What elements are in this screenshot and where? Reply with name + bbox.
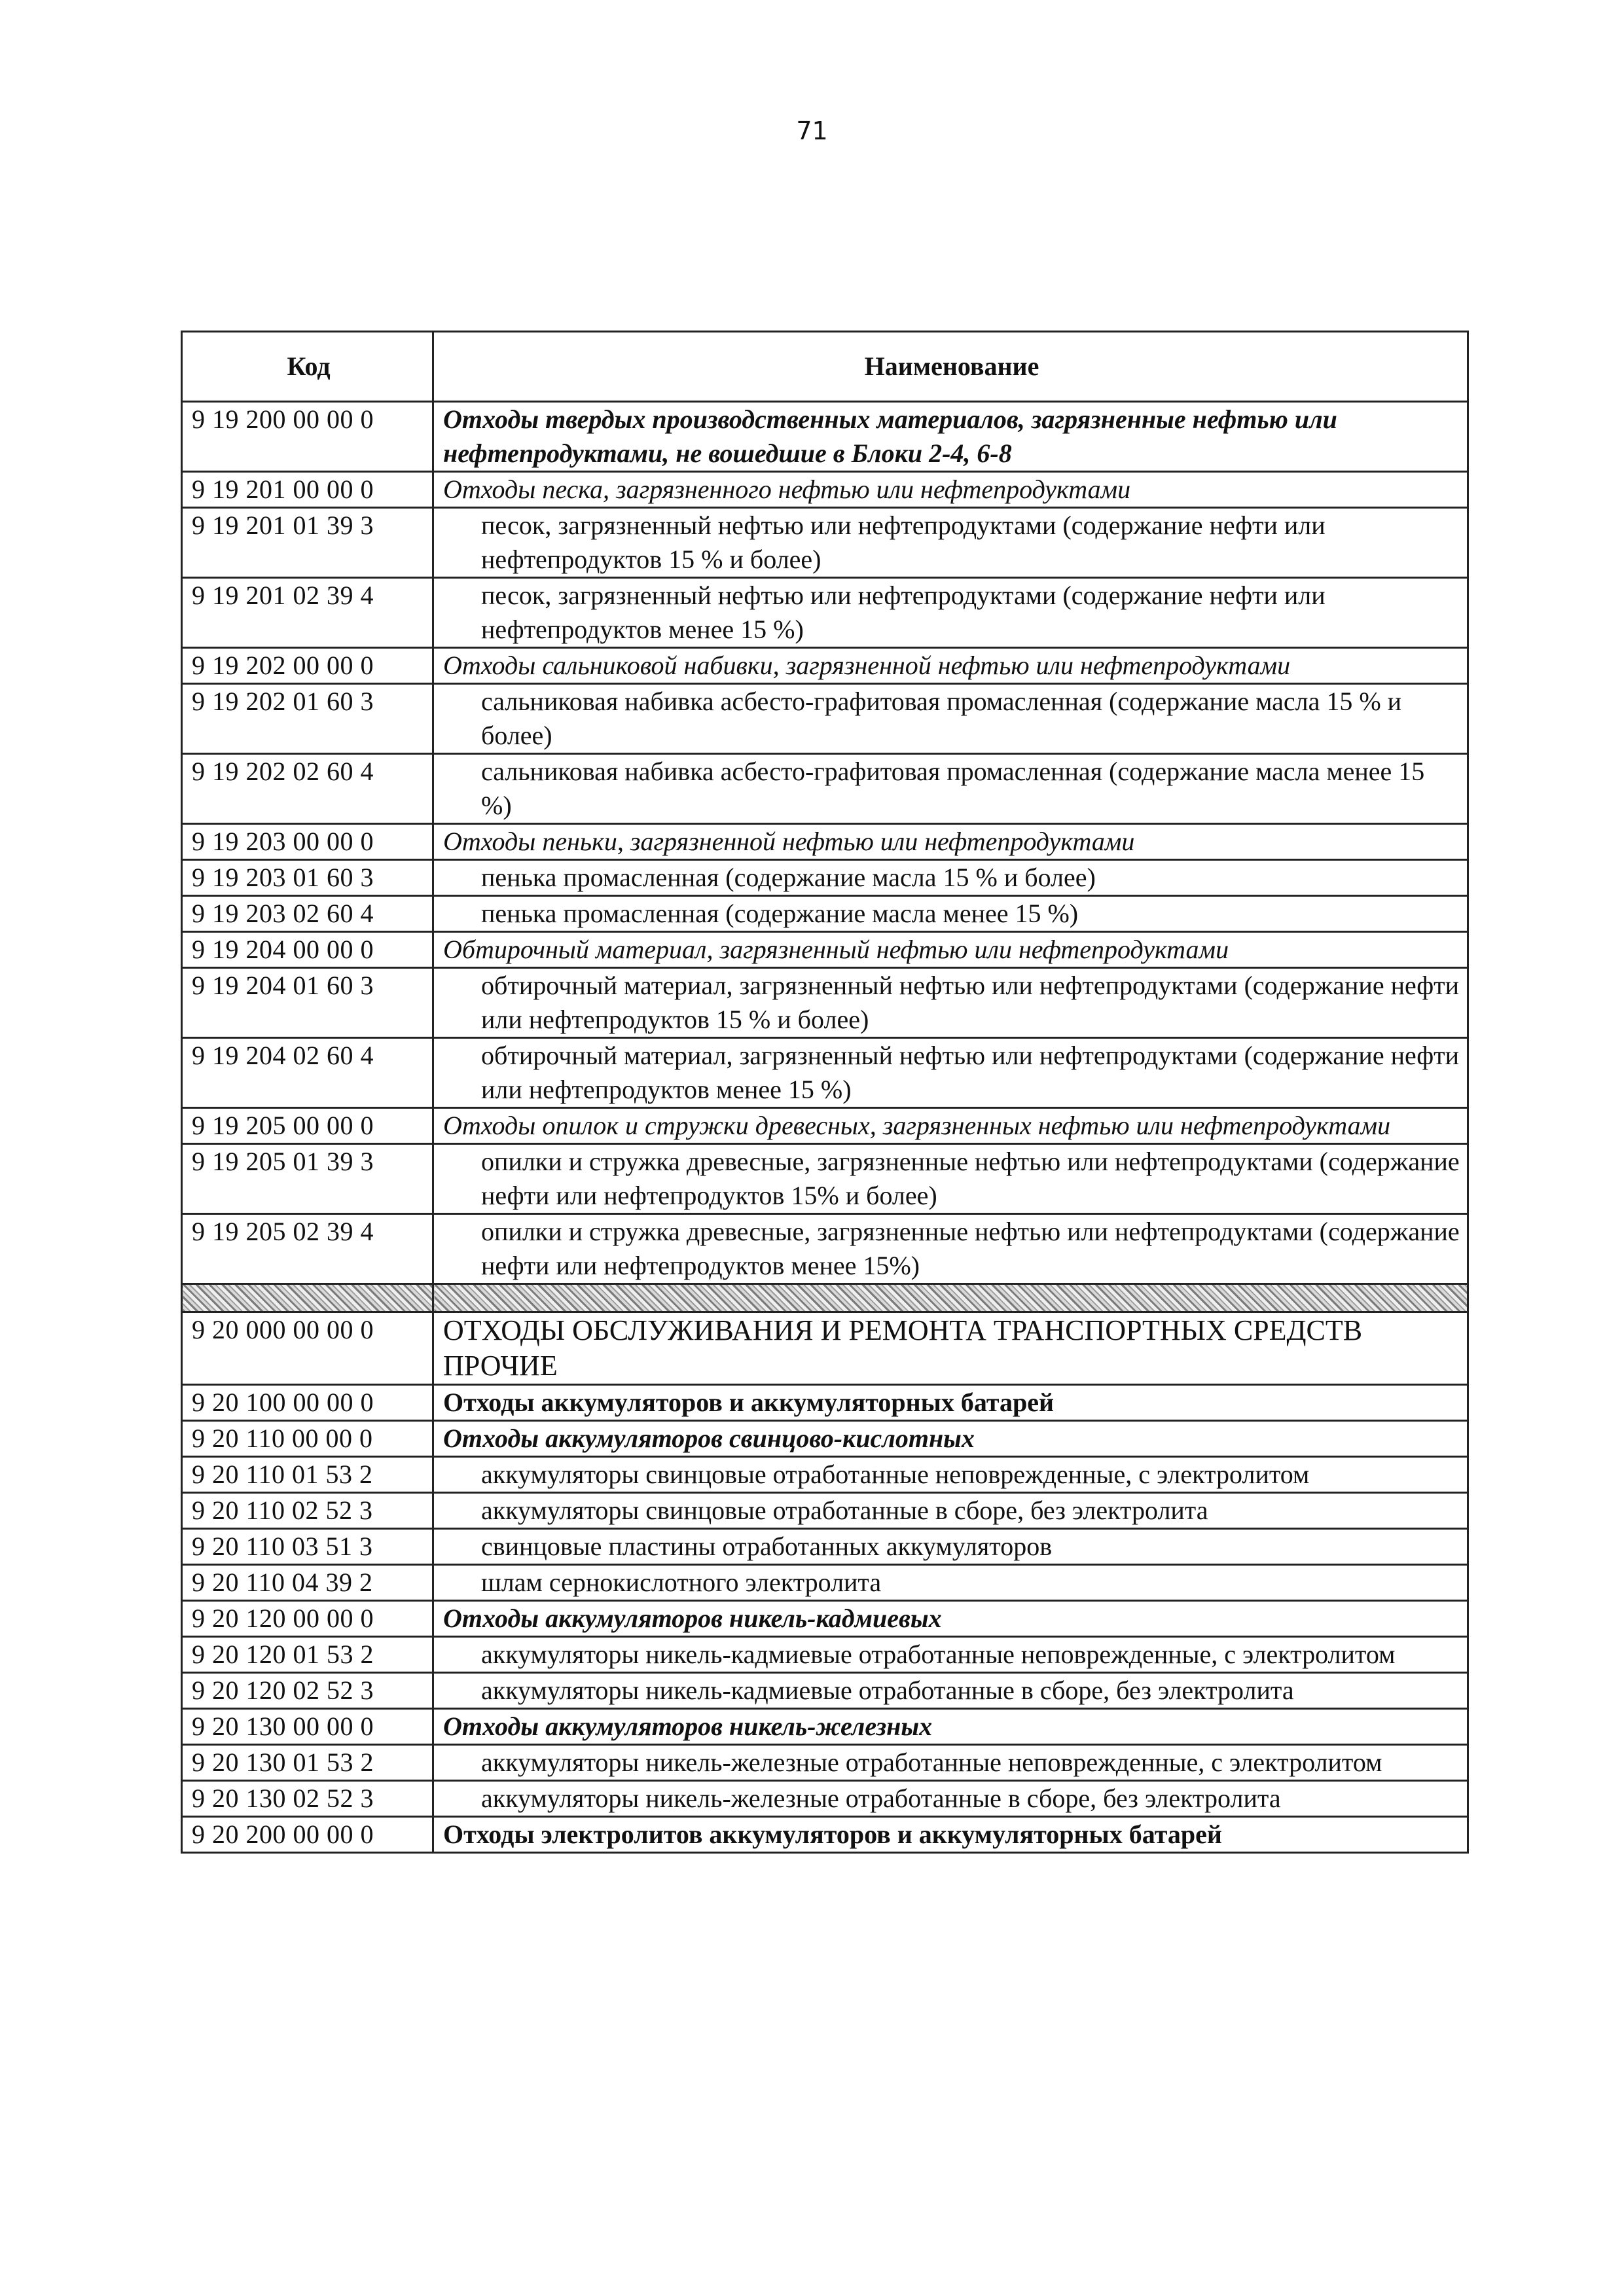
table-row	[182, 1144, 1468, 1214]
waste-name: ОТХОДЫ ОБСЛУЖИВАНИЯ И РЕМОНТА ТРАНСПОРТНЫХ СРЕДСТВ ПРОЧИЕ	[433, 1312, 1468, 1385]
waste-name: Отходы электролитов аккумуляторов и аккумуляторных батарей	[433, 1817, 1468, 1853]
waste-code: 9 19 205 00 00 0	[182, 1108, 433, 1144]
table-row	[182, 1038, 1468, 1108]
table-row	[182, 824, 1468, 860]
table-row	[182, 1214, 1468, 1284]
table-row	[182, 648, 1468, 684]
waste-name: пенька промасленная (содержание масла менее 15 %)	[433, 896, 1468, 932]
waste-code: 9 19 204 00 00 0	[182, 932, 433, 968]
waste-code: 9 20 100 00 00 0	[182, 1385, 433, 1421]
waste-name: аккумуляторы никель-железные отработанные в сборе, без электролита	[433, 1781, 1468, 1817]
table-row	[182, 1565, 1468, 1601]
waste-name: аккумуляторы никель-кадмиевые отработанные в сборе, без электролита	[433, 1673, 1468, 1709]
waste-code: 9 19 204 02 60 4	[182, 1038, 433, 1108]
table-row	[182, 932, 1468, 968]
waste-name: опилки и стружка древесные, загрязненные нефтью или нефтепродуктами (содержание нефти или нефтепродуктов 15% и более)	[433, 1144, 1468, 1214]
table-row	[182, 402, 1468, 472]
table-header-row	[182, 332, 1468, 402]
waste-name: Обтирочный материал, загрязненный нефтью или нефтепродуктами	[433, 932, 1468, 968]
table-row	[182, 896, 1468, 932]
waste-name: Отходы аккумуляторов никель-железных	[433, 1709, 1468, 1745]
table-row	[182, 1673, 1468, 1709]
header-code: Код	[182, 332, 433, 402]
table-row	[182, 1529, 1468, 1565]
waste-name: аккумуляторы свинцовые отработанные неповрежденные, с электролитом	[433, 1457, 1468, 1493]
waste-name: Отходы опилок и стружки древесных, загрязненных нефтью или нефтепродуктами	[433, 1108, 1468, 1144]
waste-name: пенька промасленная (содержание масла 15 % и более)	[433, 860, 1468, 896]
waste-name: песок, загрязненный нефтью или нефтепродуктами (содержание нефти или нефтепродуктов менее 15 %)	[433, 578, 1468, 648]
waste-code: 9 19 202 01 60 3	[182, 684, 433, 754]
table-row	[182, 860, 1468, 896]
scan-artifact-cell	[182, 1284, 433, 1312]
waste-code: 9 20 120 00 00 0	[182, 1601, 433, 1637]
waste-code: 9 19 202 00 00 0	[182, 648, 433, 684]
waste-name: сальниковая набивка асбесто-графитовая промасленная (содержание масла менее 15 %)	[433, 754, 1468, 824]
table-row	[182, 1312, 1468, 1385]
waste-code: 9 19 203 02 60 4	[182, 896, 433, 932]
waste-code: 9 19 204 01 60 3	[182, 968, 433, 1038]
waste-code: 9 19 205 01 39 3	[182, 1144, 433, 1214]
waste-name: обтирочный материал, загрязненный нефтью или нефтепродуктами (содержание нефти или нефтепродуктов 15 % и более)	[433, 968, 1468, 1038]
waste-name: аккумуляторы свинцовые отработанные в сборе, без электролита	[433, 1493, 1468, 1529]
waste-code: 9 20 130 02 52 3	[182, 1781, 433, 1817]
table-row	[182, 472, 1468, 508]
scan-artifact-divider	[182, 1284, 1468, 1312]
waste-name: свинцовые пластины отработанных аккумуляторов	[433, 1529, 1468, 1565]
waste-code: 9 20 110 04 39 2	[182, 1565, 433, 1601]
table-row	[182, 1493, 1468, 1529]
table-row	[182, 1817, 1468, 1853]
waste-code: 9 19 201 01 39 3	[182, 508, 433, 578]
waste-code: 9 19 200 00 00 0	[182, 402, 433, 472]
waste-name: Отходы сальниковой набивки, загрязненной нефтью или нефтепродуктами	[433, 648, 1468, 684]
waste-code: 9 20 110 03 51 3	[182, 1529, 433, 1565]
waste-name: Отходы аккумуляторов свинцово-кислотных	[433, 1421, 1468, 1457]
waste-name: сальниковая набивка асбесто-графитовая промасленная (содержание масла 15 % и более)	[433, 684, 1468, 754]
table-row	[182, 1421, 1468, 1457]
waste-code: 9 20 110 02 52 3	[182, 1493, 433, 1529]
page-number: 71	[796, 117, 828, 145]
header-name: Наименование	[433, 332, 1468, 402]
table-row	[182, 1781, 1468, 1817]
table-row	[182, 1709, 1468, 1745]
table-row	[182, 1108, 1468, 1144]
waste-name: аккумуляторы никель-кадмиевые отработанные неповрежденные, с электролитом	[433, 1637, 1468, 1673]
table-row	[182, 1745, 1468, 1781]
table-row	[182, 1601, 1468, 1637]
waste-code: 9 19 201 02 39 4	[182, 578, 433, 648]
waste-name: аккумуляторы никель-железные отработанные неповрежденные, с электролитом	[433, 1745, 1468, 1781]
waste-name: опилки и стружка древесные, загрязненные нефтью или нефтепродуктами (содержание нефти или нефтепродуктов менее 15%)	[433, 1214, 1468, 1284]
table-row	[182, 1457, 1468, 1493]
waste-name: песок, загрязненный нефтью или нефтепродуктами (содержание нефти или нефтепродуктов 15 % и более)	[433, 508, 1468, 578]
waste-code: 9 19 203 01 60 3	[182, 860, 433, 896]
waste-code: 9 19 203 00 00 0	[182, 824, 433, 860]
waste-code: 9 19 201 00 00 0	[182, 472, 433, 508]
waste-code: 9 20 130 01 53 2	[182, 1745, 433, 1781]
waste-name: Отходы твердых производственных материалов, загрязненные нефтью или нефтепродуктами, не вошедшие в Блоки 2-4, 6-8	[433, 402, 1468, 472]
table-row	[182, 968, 1468, 1038]
waste-code: 9 20 000 00 00 0	[182, 1312, 433, 1385]
table-row	[182, 578, 1468, 648]
waste-code: 9 20 120 02 52 3	[182, 1673, 433, 1709]
waste-name: Отходы аккумуляторов и аккумуляторных батарей	[433, 1385, 1468, 1421]
scan-artifact-cell	[433, 1284, 1468, 1312]
waste-code: 9 20 200 00 00 0	[182, 1817, 433, 1853]
waste-name: обтирочный материал, загрязненный нефтью или нефтепродуктами (содержание нефти или нефтепродуктов менее 15 %)	[433, 1038, 1468, 1108]
waste-code-table	[181, 331, 1469, 1854]
waste-code: 9 20 120 01 53 2	[182, 1637, 433, 1673]
table-row	[182, 1385, 1468, 1421]
table-row	[182, 1637, 1468, 1673]
table-row	[182, 684, 1468, 754]
waste-name: шлам сернокислотного электролита	[433, 1565, 1468, 1601]
waste-code: 9 19 202 02 60 4	[182, 754, 433, 824]
waste-name: Отходы пеньки, загрязненной нефтью или нефтепродуктами	[433, 824, 1468, 860]
waste-code: 9 19 205 02 39 4	[182, 1214, 433, 1284]
waste-code: 9 20 130 00 00 0	[182, 1709, 433, 1745]
waste-code: 9 20 110 01 53 2	[182, 1457, 433, 1493]
waste-code: 9 20 110 00 00 0	[182, 1421, 433, 1457]
waste-name: Отходы песка, загрязненного нефтью или нефтепродуктами	[433, 472, 1468, 508]
waste-name: Отходы аккумуляторов никель-кадмиевых	[433, 1601, 1468, 1637]
table-row	[182, 508, 1468, 578]
table-row	[182, 754, 1468, 824]
table-body	[182, 402, 1468, 1853]
